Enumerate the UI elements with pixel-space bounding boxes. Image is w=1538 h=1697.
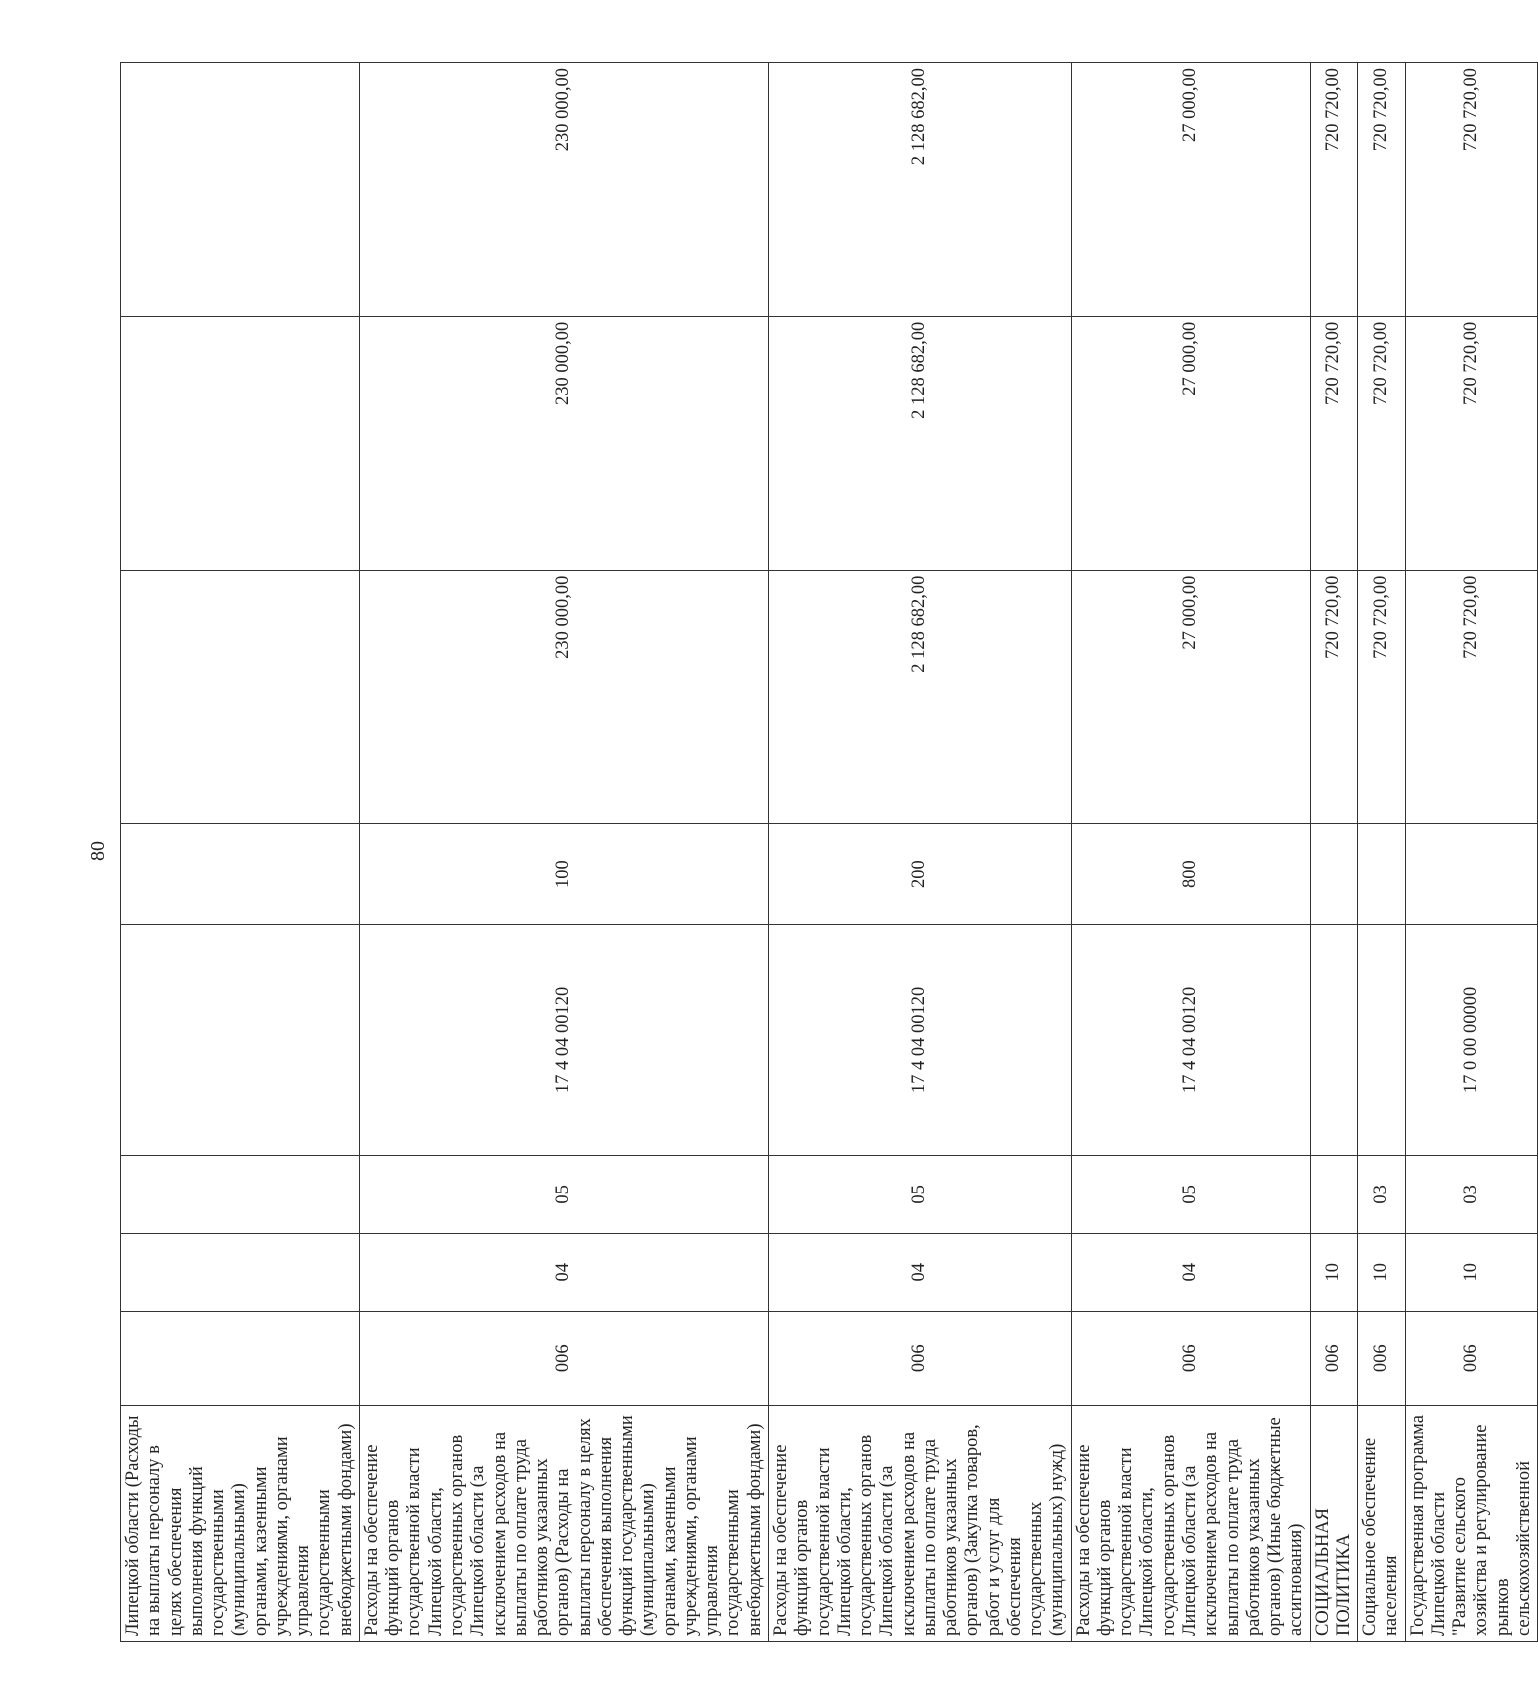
budget-table [120, 62, 1538, 1642]
subsection-code [1310, 1155, 1358, 1233]
table-row [1405, 63, 1538, 1642]
rotated-table-layer [120, 62, 1534, 1642]
amount-col-2: 720 720,00 [1405, 316, 1538, 570]
amount-col-2: 720 720,00 [1358, 316, 1406, 570]
amount-col-1: 2 128 682,00 [768, 570, 1071, 824]
target-code [1358, 925, 1406, 1156]
subsection-code [121, 1155, 360, 1233]
expense-type-code: 200 [768, 824, 1071, 925]
table-row [359, 63, 768, 1642]
section-code: 10 [1310, 1233, 1358, 1311]
row-description: СОЦИАЛЬНАЯ ПОЛИТИКА [1310, 1405, 1358, 1641]
admin-code: 006 [1405, 1311, 1538, 1405]
amount-col-2: 230 000,00 [359, 316, 768, 570]
amount-col-2 [121, 316, 360, 570]
admin-code [121, 1311, 360, 1405]
amount-col-3: 720 720,00 [1358, 63, 1406, 317]
admin-code: 006 [768, 1311, 1071, 1405]
row-description: Расходы на обеспечение функций органов государственной власти Липецкой области, государственных органов Липецкой области (за исключением расходов на выплаты по оплате труда работников указанных органов) (Расходы на выплаты персоналу в целях обеспечения выполнения функций государственными (муниципальными) органами, казенными учреждениями, органами управления государственными внебюджетными фондами) [359, 1405, 768, 1641]
expense-type-code [1358, 824, 1406, 925]
row-description: Расходы на обеспечение функций органов государственной власти Липецкой области, государственных органов Липецкой области (за исключением расходов на выплаты по оплате труда работников указанных органов) (Закупка товаров, работ и услуг для обеспечения государственных (муниципальных) нужд) [768, 1405, 1071, 1641]
target-code [1310, 925, 1358, 1156]
amount-col-2: 720 720,00 [1310, 316, 1358, 570]
subsection-code: 05 [768, 1155, 1071, 1233]
amount-col-3: 27 000,00 [1071, 63, 1310, 317]
expense-type-code [1310, 824, 1358, 925]
table-row [1310, 63, 1358, 1642]
amount-col-2: 2 128 682,00 [768, 316, 1071, 570]
section-code [121, 1233, 360, 1311]
amount-col-1: 720 720,00 [1310, 570, 1358, 824]
section-code: 04 [768, 1233, 1071, 1311]
subsection-code: 03 [1358, 1155, 1406, 1233]
section-code: 04 [1071, 1233, 1310, 1311]
admin-code: 006 [359, 1311, 768, 1405]
page-number: 80 [87, 841, 109, 861]
table-row [1358, 63, 1406, 1642]
section-code: 04 [359, 1233, 768, 1311]
table-row [121, 63, 360, 1642]
row-description: Липецкой области (Расходы на выплаты персоналу в целях обеспечения выполнения функций государственными (муниципальными) органами, казенными учреждениями, органами управления государственными внебюджетными фондами) [121, 1405, 360, 1641]
amount-col-3: 720 720,00 [1405, 63, 1538, 317]
amount-col-3: 720 720,00 [1310, 63, 1358, 317]
target-code: 17 4 04 00120 [359, 925, 768, 1156]
expense-type-code: 100 [359, 824, 768, 925]
row-description: Государственная программа Липецкой области "Развитие сельского хозяйства и регулирование рынков сельскохозяйственной [1405, 1405, 1538, 1641]
section-code: 10 [1358, 1233, 1406, 1311]
row-description: Расходы на обеспечение функций органов государственной власти Липецкой области, государственных органов Липецкой области (за исключением расходов на выплаты по оплате труда работников указанных органов) (Иные бюджетные ассигнования) [1071, 1405, 1310, 1641]
amount-col-1: 720 720,00 [1405, 570, 1538, 824]
admin-code: 006 [1071, 1311, 1310, 1405]
target-code [121, 925, 360, 1156]
amount-col-2: 27 000,00 [1071, 316, 1310, 570]
table-row [768, 63, 1071, 1642]
table-row [1071, 63, 1310, 1642]
amount-col-1: 27 000,00 [1071, 570, 1310, 824]
amount-col-1: 230 000,00 [359, 570, 768, 824]
amount-col-3 [121, 63, 360, 317]
expense-type-code [1405, 824, 1538, 925]
budget-table-container [120, 62, 1534, 1642]
target-code: 17 0 00 00000 [1405, 925, 1538, 1156]
subsection-code: 05 [1071, 1155, 1310, 1233]
target-code: 17 4 04 00120 [1071, 925, 1310, 1156]
amount-col-3: 2 128 682,00 [768, 63, 1071, 317]
expense-type-code: 800 [1071, 824, 1310, 925]
subsection-code: 05 [359, 1155, 768, 1233]
subsection-code: 03 [1405, 1155, 1538, 1233]
amount-col-3: 230 000,00 [359, 63, 768, 317]
amount-col-1 [121, 570, 360, 824]
admin-code: 006 [1358, 1311, 1406, 1405]
admin-code: 006 [1310, 1311, 1358, 1405]
target-code: 17 4 04 00120 [768, 925, 1071, 1156]
row-description: Социальное обеспечение населения [1358, 1405, 1406, 1641]
amount-col-1: 720 720,00 [1358, 570, 1406, 824]
section-code: 10 [1405, 1233, 1538, 1311]
expense-type-code [121, 824, 360, 925]
